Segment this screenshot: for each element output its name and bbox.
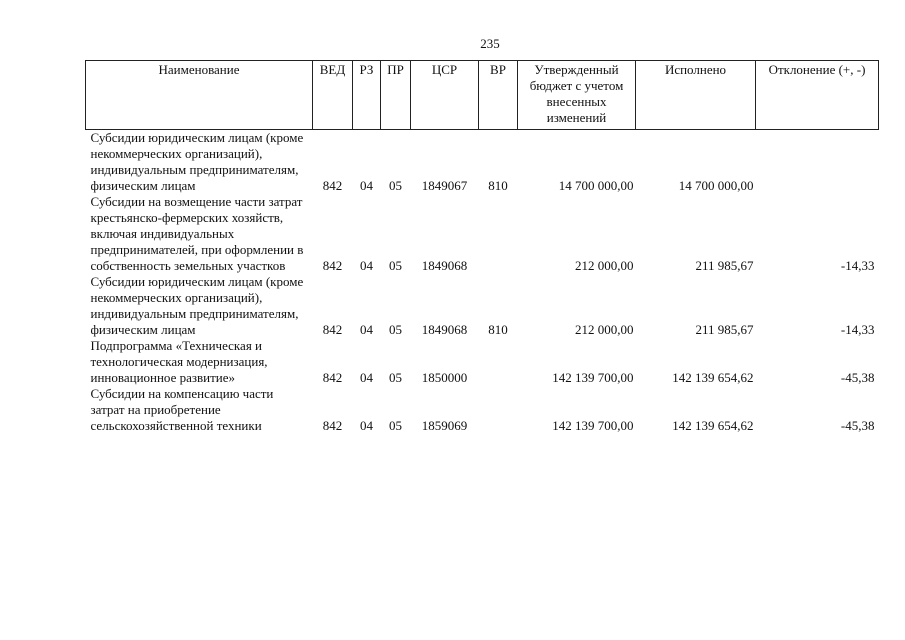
header-pr: ПР	[381, 61, 411, 130]
row-deviation: -45,38	[840, 418, 875, 433]
row-approved: 14 700 000,00	[558, 178, 634, 193]
table-header	[86, 61, 879, 130]
row-rz: 04	[360, 370, 373, 385]
header-rz: РЗ	[353, 61, 381, 130]
header-deviation: Отклонение (+, -)	[756, 61, 879, 130]
table-row	[86, 274, 879, 338]
row-csr: 1849067	[421, 178, 468, 193]
row-csr: 1859069	[421, 418, 468, 433]
table-row	[86, 194, 879, 274]
header-approved-budget: Утвержденный бюджет с учетом внесенных изменений	[518, 61, 636, 130]
row-ved: 842	[322, 322, 343, 337]
row-approved: 212 000,00	[575, 322, 634, 337]
row-name: Субсидии на компенсацию части затрат на приобретение сельскохозяйственной техники	[90, 386, 274, 433]
row-vr: 810	[488, 178, 508, 193]
row-executed: 211 985,67	[695, 322, 754, 337]
page-number: 235	[480, 36, 500, 51]
row-deviation: -14,33	[840, 322, 875, 337]
row-pr: 05	[389, 178, 402, 193]
row-vr	[479, 386, 518, 434]
row-pr: 05	[389, 418, 402, 433]
budget-execution-table	[85, 60, 879, 434]
row-deviation	[756, 130, 879, 195]
header-executed: Исполнено	[636, 61, 756, 130]
table-row	[86, 130, 879, 195]
row-executed: 14 700 000,00	[678, 178, 754, 193]
row-csr: 1849068	[421, 258, 468, 273]
row-rz: 04	[360, 258, 373, 273]
row-approved: 212 000,00	[575, 258, 634, 273]
row-name: Субсидии юридическим лицам (кроме некоммерческих организаций), индивидуальным предпринимателям, физическим лицам	[90, 130, 304, 193]
row-executed: 211 985,67	[695, 258, 754, 273]
row-csr: 1849068	[421, 322, 468, 337]
row-executed: 142 139 654,62	[672, 418, 754, 433]
row-ved: 842	[322, 258, 343, 273]
header-csr: ЦСР	[411, 61, 479, 130]
row-deviation: -45,38	[840, 370, 875, 385]
row-executed: 142 139 654,62	[672, 370, 754, 385]
row-name: Субсидии на возмещение части затрат крестьянско-фермерских хозяйств, включая индивидуальных предпринимателей, при оформлении в собственность земельных участков	[90, 194, 304, 273]
row-rz: 04	[360, 418, 373, 433]
table-row	[86, 338, 879, 386]
row-name: Подпрограмма «Техническая и технологическая модернизация, инновационное развитие»	[90, 338, 268, 385]
row-approved: 142 139 700,00	[552, 418, 634, 433]
row-ved: 842	[322, 178, 343, 193]
table-row	[86, 386, 879, 434]
row-vr	[479, 338, 518, 386]
row-ved: 842	[322, 418, 343, 433]
header-vr: ВР	[479, 61, 518, 130]
row-ved: 842	[322, 370, 343, 385]
row-rz: 04	[360, 322, 373, 337]
row-pr: 05	[389, 258, 402, 273]
row-deviation: -14,33	[840, 258, 875, 273]
row-rz: 04	[360, 178, 373, 193]
row-approved: 142 139 700,00	[552, 370, 634, 385]
row-name: Субсидии юридическим лицам (кроме некоммерческих организаций), индивидуальным предпринимателям, физическим лицам	[90, 274, 304, 337]
header-name: Наименование	[86, 61, 313, 130]
table-body	[86, 130, 879, 435]
row-vr: 810	[488, 322, 508, 337]
row-pr: 05	[389, 370, 402, 385]
row-vr	[479, 194, 518, 274]
header-ved: ВЕД	[313, 61, 353, 130]
row-csr: 1850000	[421, 370, 468, 385]
row-pr: 05	[389, 322, 402, 337]
